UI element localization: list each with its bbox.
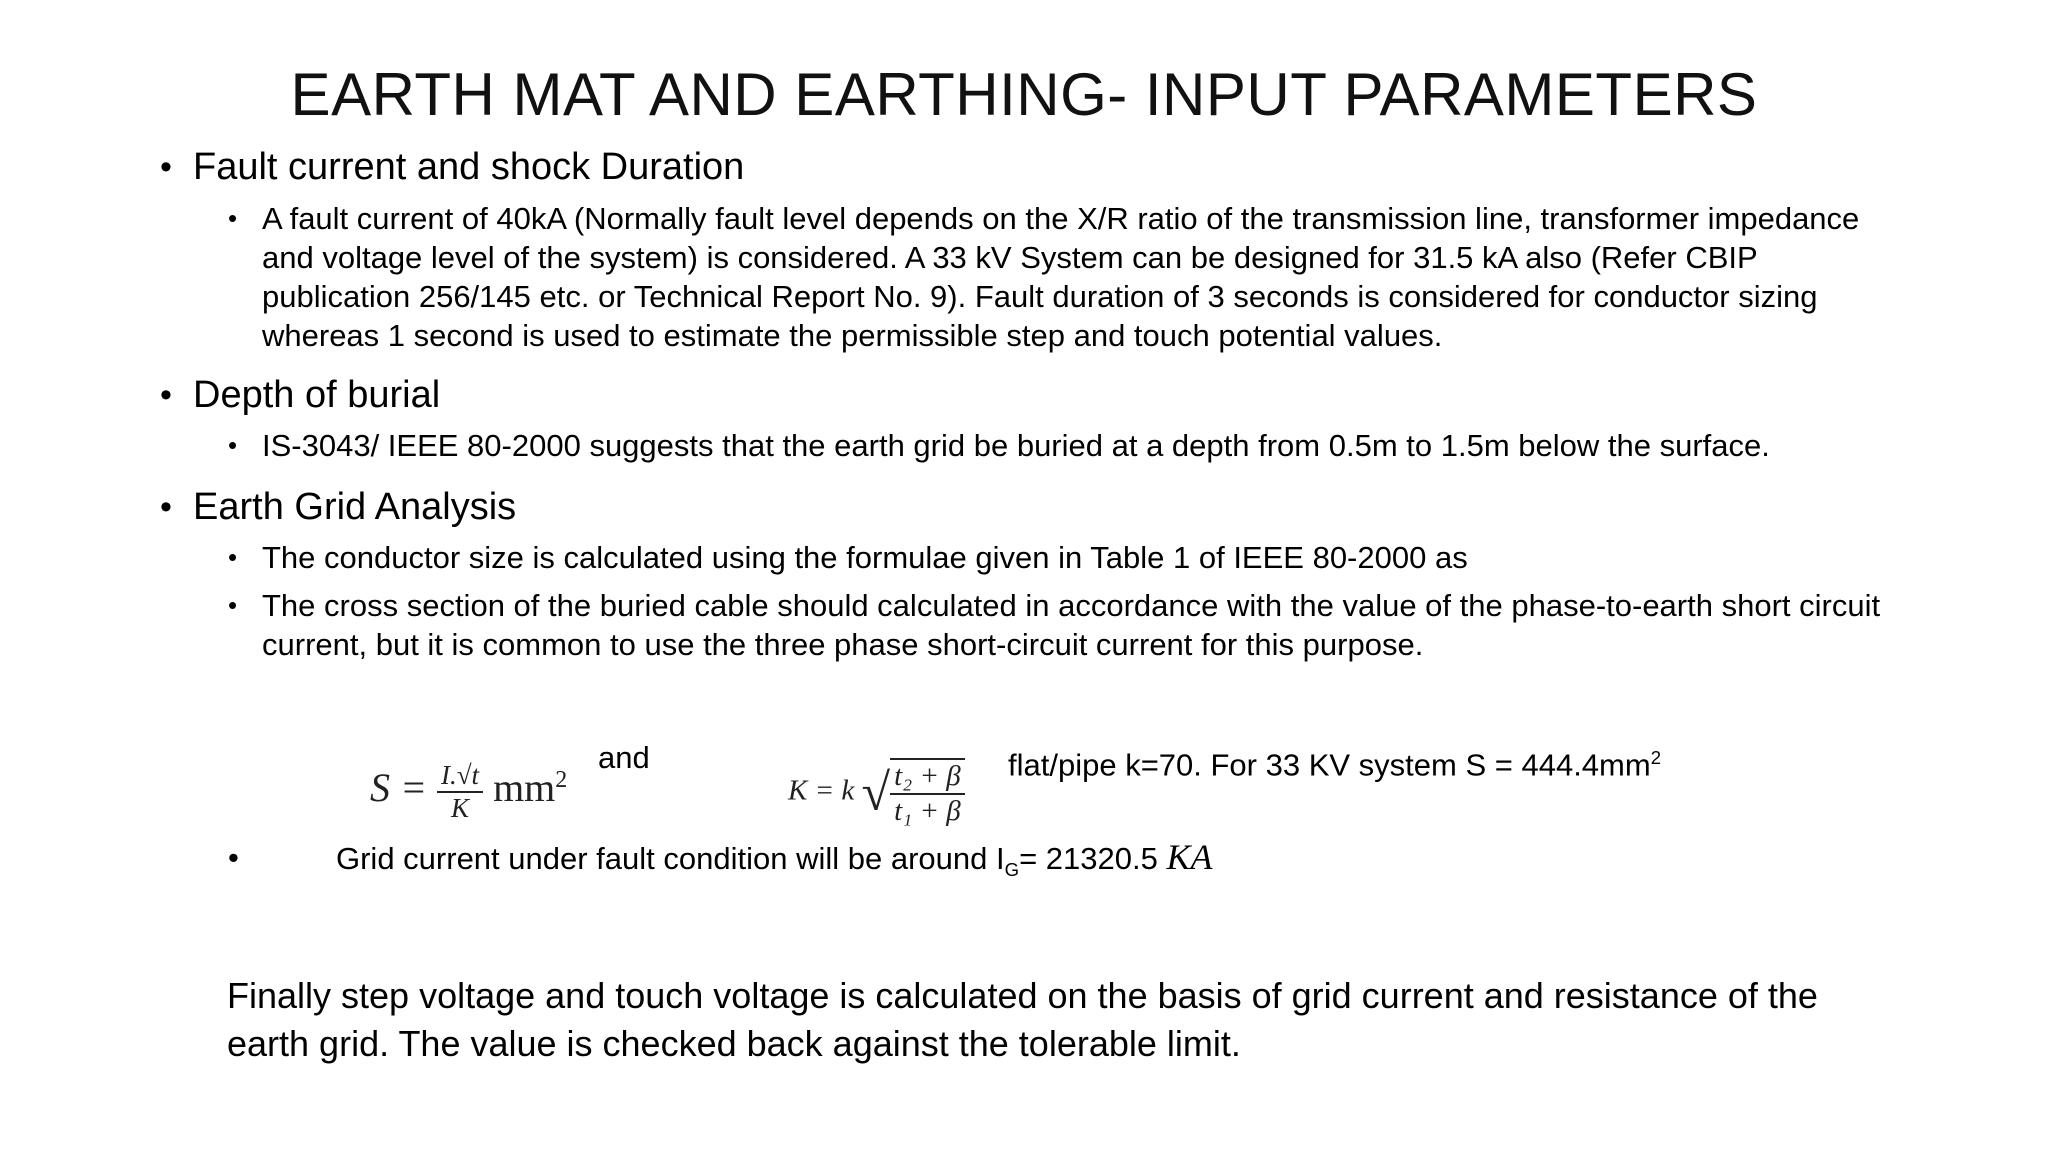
heading-text: Depth of burial (193, 374, 441, 416)
formula-line-text (1008, 738, 1661, 784)
formula-line-sup: 2 (1650, 747, 1662, 768)
list-item-fault-current (228, 199, 1908, 355)
bullet: • (228, 590, 238, 620)
formula-s-denominator: K (451, 793, 470, 823)
bullet: • (228, 430, 238, 460)
grid-current-text: Grid current under fault condition will be around I (336, 841, 1005, 876)
formula-s-unit-sup: 2 (555, 766, 568, 793)
item-text: The cross section of the buried cable should calculated in accordance with the value of the phase-to-earth short circuit current, but it is common to use the three phase short-circuit current for this purpose. (262, 588, 1881, 662)
formula-k-lhs: K = k (788, 774, 855, 807)
formula-s-lhs: S = (370, 765, 427, 811)
item-text: The conductor size is calculated using the formulae given in Table 1 of IEEE 80-2000 as (262, 540, 1468, 575)
formula-s-numerator: I.√t (437, 760, 483, 793)
formula-s-unit: mm (493, 765, 556, 811)
grid-current-bullet: • (228, 840, 239, 875)
heading-text: Fault current and shock Duration (193, 146, 745, 188)
heading-text: Earth Grid Analysis (193, 486, 517, 528)
formula-k-numerator: t₂ + β (890, 760, 965, 795)
sqrt-icon: √ (861, 764, 891, 822)
bullet: • (160, 148, 172, 186)
item-text: A fault current of 40kA (Normally fault level depends on the X/R ratio of the transmission line, transformer impedance and voltage level of the system) is considered. A 33 kV System can be designed for 31.5 kA also (Refer CBIP publication 256/145 etc. or Technical Report No. 9). Fault duration of 3 seconds is considered for conductor sizing whereas 1 second is used to estimate the permissible step and touch potential values. (262, 201, 1860, 353)
formula-k (788, 758, 965, 828)
formula-line-rest: flat/pipe k=70. For 33 KV system S = 444.4mm (1008, 747, 1651, 783)
bullet: • (228, 542, 238, 572)
slide-title: EARTH MAT AND EARTHING- INPUT PARAMETERS (290, 61, 1758, 128)
bullet: • (160, 376, 172, 414)
grid-current-value: = 21320.5 (1019, 841, 1158, 876)
formula-s-fraction (437, 760, 483, 824)
bullet: • (228, 203, 238, 233)
item-text: IS-3043/ IEEE 80-2000 suggests that the earth grid be buried at a depth from 0.5m to 1.5m below the surface. (262, 428, 1770, 463)
formula-line-and: and (598, 740, 650, 775)
list-item-depth (228, 426, 1908, 465)
list-item-conductor-size (228, 538, 1908, 577)
formula-s (370, 760, 567, 824)
formula-k-fraction (890, 758, 965, 828)
final-paragraph: Finally step voltage and touch voltage is calculated on the basis of grid current and resistance of the earth grid. The value is checked back against the tolerable limit. (227, 975, 1818, 1064)
grid-current-sub: G (1004, 859, 1020, 881)
bullet: • (160, 488, 172, 526)
formula-k-denominator: t₁ + β (894, 795, 961, 827)
list-item-cross-section (228, 586, 1908, 664)
grid-current-line (336, 838, 1212, 889)
grid-current-unit: KA (1166, 837, 1213, 877)
